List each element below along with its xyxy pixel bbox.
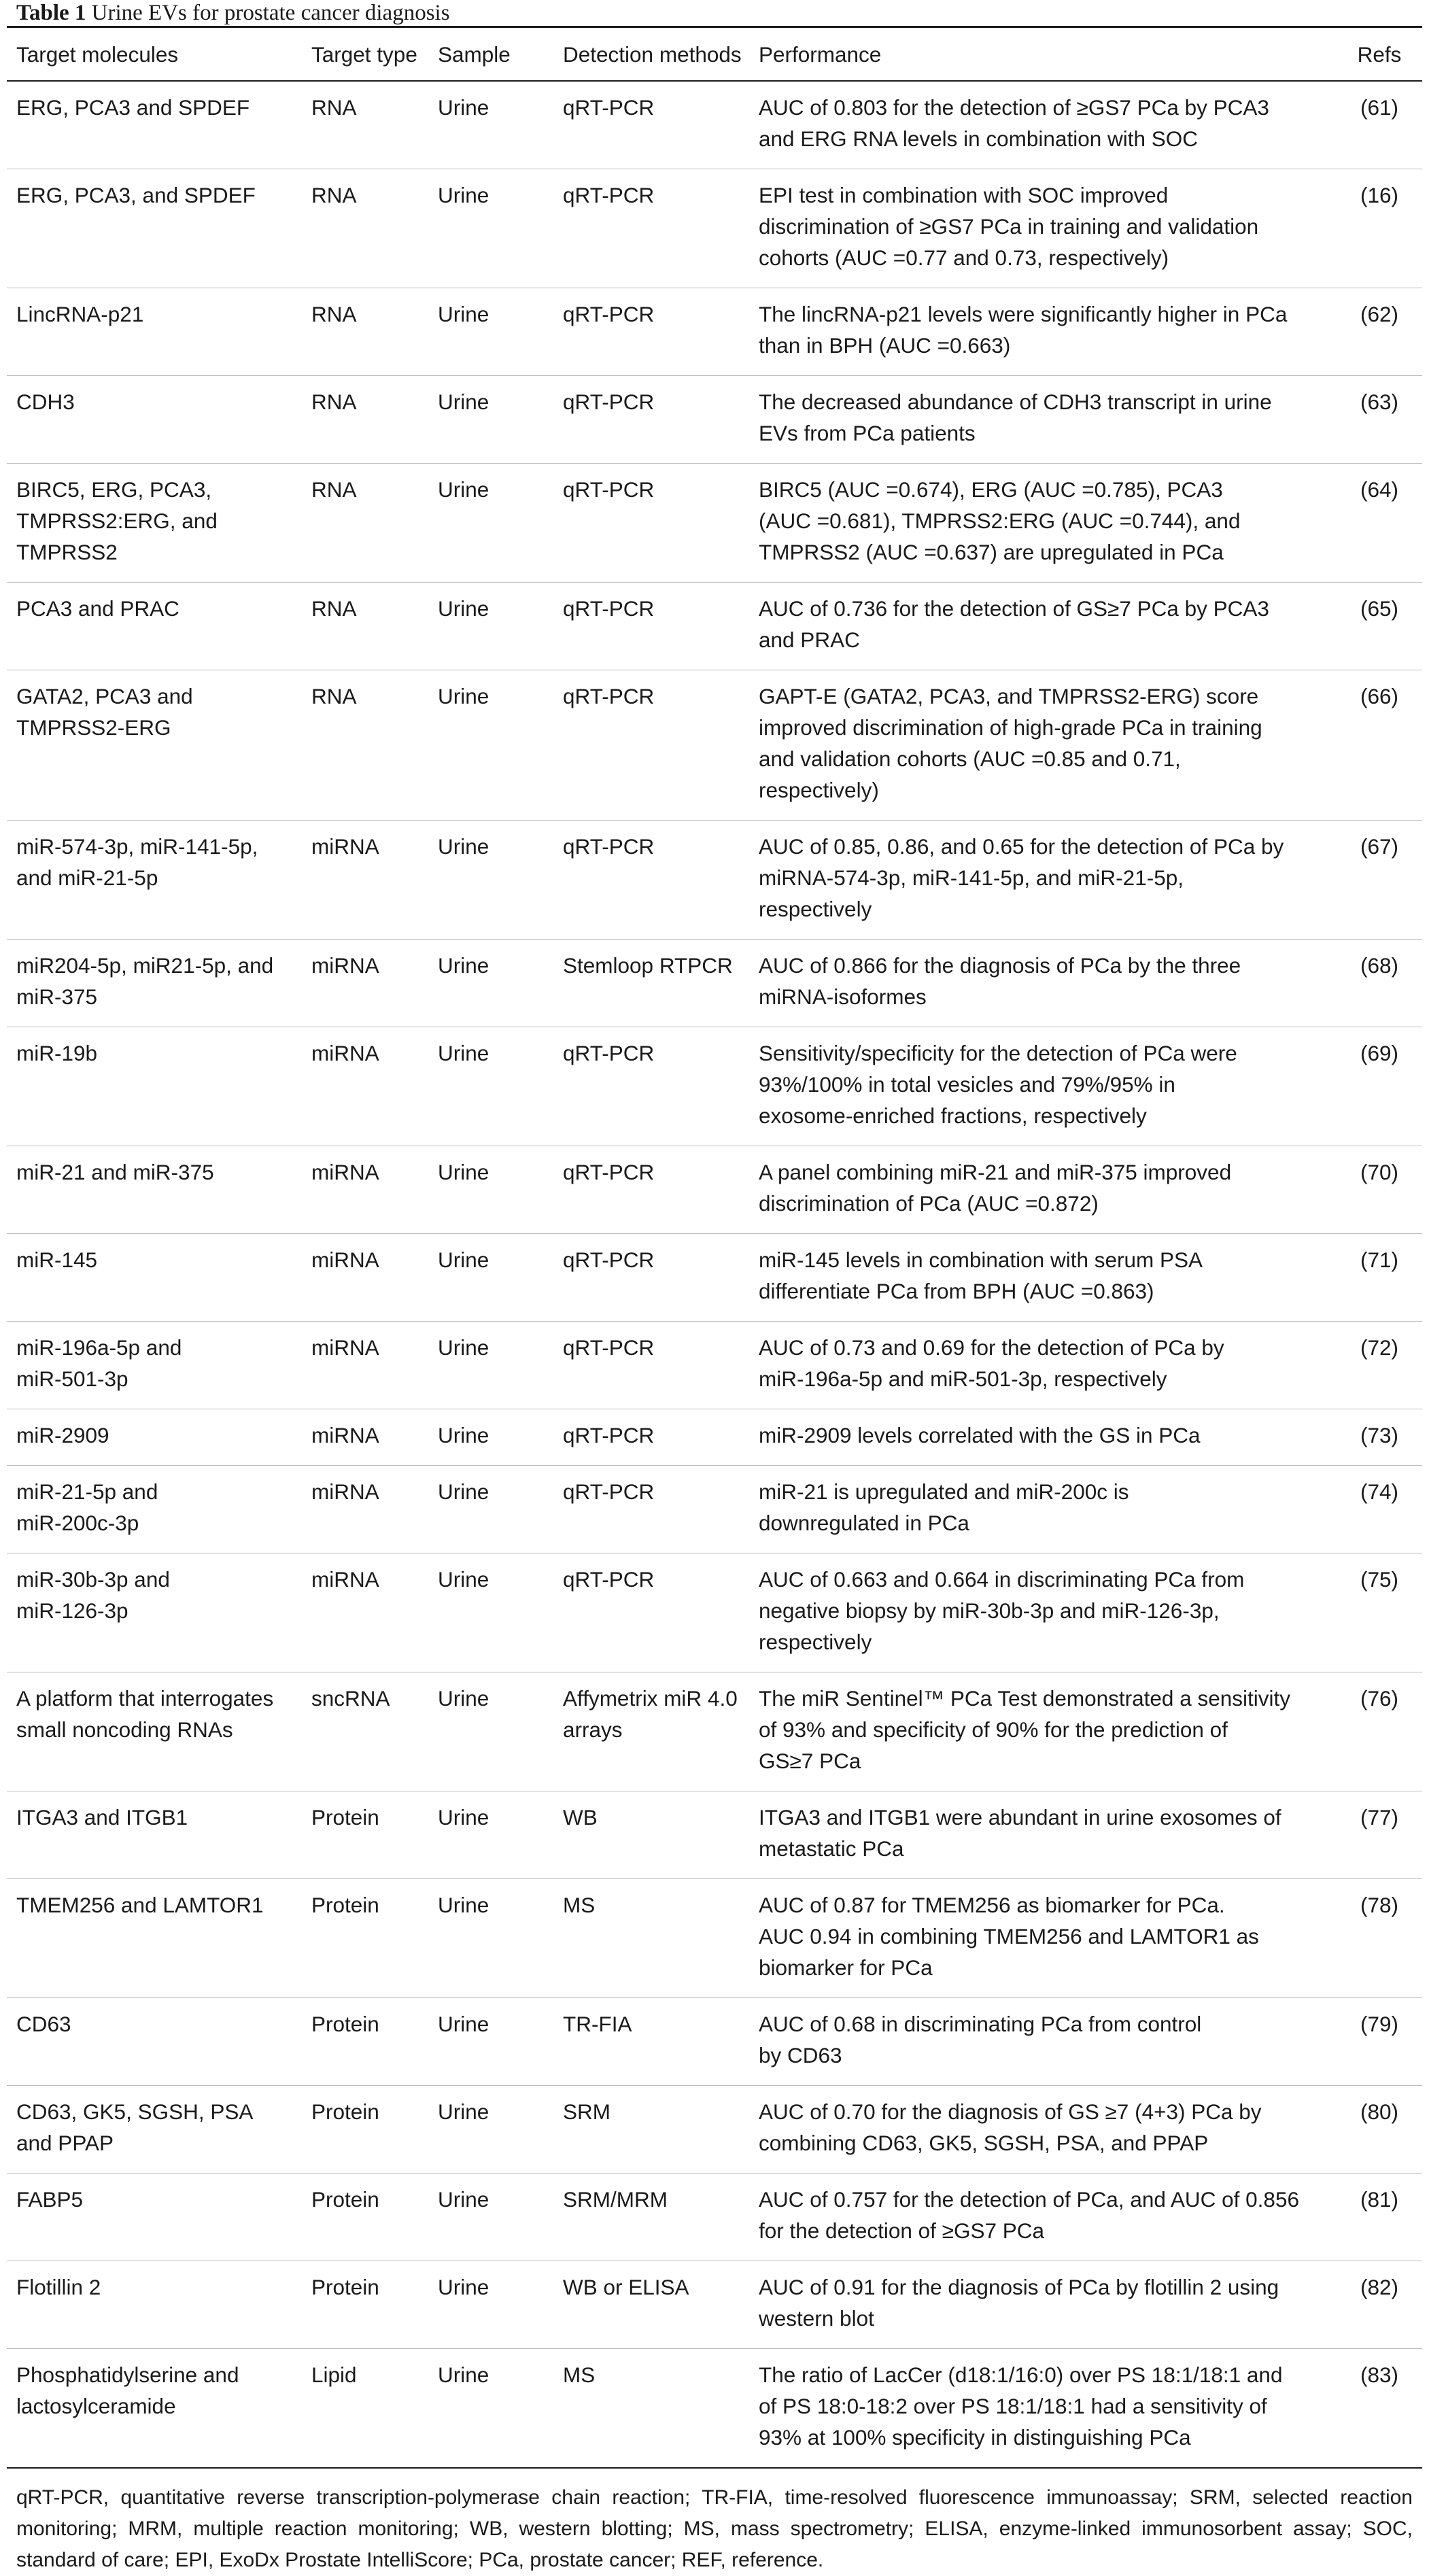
cell-detection-method: qRT-PCR	[553, 1146, 749, 1234]
cell-target-type: RNA	[302, 464, 428, 583]
cell-detection-method: qRT-PCR	[553, 1027, 749, 1146]
cell-detection-method: WB or ELISA	[553, 2261, 749, 2349]
cell-ref: (71)	[1337, 1234, 1422, 1322]
table-row	[7, 2349, 1422, 2468]
cell-performance: AUC of 0.91 for the diagnosis of PCa by flotillin 2 using western blot	[749, 2261, 1337, 2349]
cell-detection-method: qRT-PCR	[553, 288, 749, 376]
cell-target-molecules: ERG, PCA3 and SPDEF	[16, 95, 250, 120]
cell-detection-method: qRT-PCR	[553, 1322, 749, 1409]
table-row	[7, 1553, 1422, 1672]
cell-target-type: miRNA	[302, 1409, 428, 1466]
cell-performance: AUC of 0.70 for the diagnosis of GS ≥7 (4+3) PCa by combining CD63, GK5, SGSH, PSA, and PPAP	[749, 2086, 1337, 2174]
cell-target-type: miRNA	[302, 821, 428, 940]
table-row	[7, 1146, 1422, 1234]
cell-performance: The ratio of LacCer (d18:1/16:0) over PS 18:1/18:1 and of PS 18:0-18:2 over PS 18:1/18:1 had a sensitivity of 93% at 100% specificity in distinguishing PCa	[749, 2349, 1337, 2468]
header-target-type: Target type	[302, 28, 428, 81]
table-row	[7, 2086, 1422, 2174]
table-row	[7, 2174, 1422, 2261]
cell-target-type: Protein	[302, 1791, 428, 1879]
table-row	[7, 1998, 1422, 2086]
cell-target-type: Protein	[302, 2174, 428, 2261]
cell-sample: Urine	[438, 95, 489, 120]
cell-detection-method: qRT-PCR	[553, 1553, 749, 1672]
header-row	[7, 28, 1422, 81]
cell-target-molecules: miR-21-5p and miR-200c-3p	[7, 1466, 302, 1553]
cell-sample: Urine	[428, 1027, 553, 1146]
cell-ref: (80)	[1337, 2086, 1422, 2174]
cell-ref: (63)	[1337, 376, 1422, 464]
cell-target-type: miRNA	[302, 1027, 428, 1146]
cell-ref: (83)	[1337, 2349, 1422, 2468]
cell-performance: The lincRNA-p21 levels were significantly higher in PCa than in BPH (AUC =0.663)	[749, 288, 1337, 376]
cell-ref: (70)	[1337, 1146, 1422, 1234]
cell-performance: AUC of 0.736 for the detection of GS≥7 PCa by PCA3 and PRAC	[749, 583, 1337, 670]
cell-target-molecules: miR-574-3p, miR-141-5p, and miR-21-5p	[7, 821, 302, 940]
table-row	[7, 670, 1422, 821]
table-row	[7, 169, 1422, 288]
cell-detection-method: qRT-PCR	[553, 376, 749, 464]
cell-sample: Urine	[428, 464, 553, 583]
cell-ref: (78)	[1337, 1879, 1422, 1998]
cell-sample: Urine	[428, 288, 553, 376]
cell-target-molecules: ITGA3 and ITGB1	[7, 1791, 302, 1879]
cell-performance: The miR Sentinel™ PCa Test demonstrated a sensitivity of 93% and specificity of 90% for the prediction of GS≥7 PCa	[749, 1672, 1337, 1791]
cell-performance: AUC of 0.803 for the detection of ≥GS7 PCa by PCA3 and ERG RNA levels in combination with SOC	[759, 95, 1269, 151]
cell-detection-method: TR-FIA	[553, 1998, 749, 2086]
cell-performance: AUC of 0.866 for the diagnosis of PCa by the three miRNA-isoformes	[749, 940, 1337, 1027]
cell-sample: Urine	[428, 169, 553, 288]
cell-ref: (68)	[1337, 940, 1422, 1027]
cell-detection-method: qRT-PCR	[553, 670, 749, 821]
table-row	[7, 2261, 1422, 2349]
cell-performance: AUC of 0.757 for the detection of PCa, and AUC of 0.856 for the detection of ≥GS7 PCa	[749, 2174, 1337, 2261]
table-row	[7, 1322, 1422, 1409]
cell-sample: Urine	[428, 1672, 553, 1791]
cell-detection-method: MS	[553, 2349, 749, 2468]
cell-target-type: Protein	[302, 2086, 428, 2174]
cell-target-molecules: miR-19b	[7, 1027, 302, 1146]
cell-target-molecules: TMEM256 and LAMTOR1	[7, 1879, 302, 1998]
cell-target-type: miRNA	[302, 1466, 428, 1553]
cell-target-molecules: GATA2, PCA3 and TMPRSS2-ERG	[7, 670, 302, 821]
table-row	[7, 1466, 1422, 1553]
table-row	[7, 1791, 1422, 1879]
cell-target-molecules: PCA3 and PRAC	[7, 583, 302, 670]
cell-target-type: Protein	[302, 1879, 428, 1998]
cell-sample: Urine	[428, 1791, 553, 1879]
cell-performance: ITGA3 and ITGB1 were abundant in urine exosomes of metastatic PCa	[749, 1791, 1337, 1879]
cell-sample: Urine	[428, 2174, 553, 2261]
table-row	[7, 376, 1422, 464]
table-caption	[7, 0, 1422, 26]
cell-performance: Sensitivity/specificity for the detection of PCa were 93%/100% in total vesicles and 79%/95% in exosome-enriched fractions, respectively	[749, 1027, 1337, 1146]
cell-detection-method: SRM/MRM	[553, 2174, 749, 2261]
cell-ref: (61)	[1360, 95, 1399, 120]
cell-detection-method: WB	[553, 1791, 749, 1879]
cell-target-molecules: BIRC5, ERG, PCA3, TMPRSS2:ERG, and TMPRSS2	[7, 464, 302, 583]
cell-detection-method: Affymetrix miR 4.0 arrays	[553, 1672, 749, 1791]
cell-target-type: RNA	[302, 583, 428, 670]
cell-target-molecules: miR-30b-3p and miR-126-3p	[7, 1553, 302, 1672]
cell-performance: AUC of 0.85, 0.86, and 0.65 for the detection of PCa by miRNA-574-3p, miR-141-5p, and miR-21-5p, respectively	[749, 821, 1337, 940]
data-table	[7, 28, 1422, 2467]
cell-performance: miR-21 is upregulated and miR-200c is downregulated in PCa	[749, 1466, 1337, 1553]
cell-performance: BIRC5 (AUC =0.674), ERG (AUC =0.785), PCA3 (AUC =0.681), TMPRSS2:ERG (AUC =0.744), and TMPRSS2 (AUC =0.637) are upregulated in PCa	[749, 464, 1337, 583]
cell-target-type: miRNA	[302, 940, 428, 1027]
caption-label: Table 1	[16, 1, 86, 25]
cell-sample: Urine	[428, 1409, 553, 1466]
cell-target-molecules: miR-21 and miR-375	[7, 1146, 302, 1234]
cell-sample: Urine	[428, 376, 553, 464]
cell-target-molecules: miR-2909	[7, 1409, 302, 1466]
cell-detection-method: qRT-PCR	[553, 821, 749, 940]
cell-ref: (16)	[1337, 169, 1422, 288]
cell-ref: (82)	[1337, 2261, 1422, 2349]
table-row	[7, 464, 1422, 583]
cell-sample: Urine	[428, 1146, 553, 1234]
cell-target-type: RNA	[311, 95, 357, 120]
cell-ref: (65)	[1337, 583, 1422, 670]
cell-sample: Urine	[428, 1466, 553, 1553]
cell-detection-method: qRT-PCR	[553, 1409, 749, 1466]
cell-target-molecules: miR-145	[7, 1234, 302, 1322]
cell-performance: miR-145 levels in combination with serum PSA differentiate PCa from BPH (AUC =0.863)	[749, 1234, 1337, 1322]
cell-target-molecules: CD63	[7, 1998, 302, 2086]
cell-sample: Urine	[428, 1234, 553, 1322]
cell-target-type: RNA	[302, 169, 428, 288]
cell-detection-method: qRT-PCR	[553, 583, 749, 670]
table-footnote: qRT-PCR, quantitative reverse transcription-polymerase chain reaction; TR-FIA, time-resolved fluorescence immunoassay; SRM, selected reaction monitoring; MRM, multiple reaction monitoring; WB, western blotting; MS, mass spectrometry; ELISA, enzyme-linked immunosorbent assay; SOC, standard of care; EPI, ExoDx Prostate IntelliScore; PCa, prostate cancer; REF, reference.	[7, 2467, 1422, 2576]
cell-ref: (64)	[1337, 464, 1422, 583]
cell-target-molecules: Phosphatidylserine and lactosylceramide	[7, 2349, 302, 2468]
cell-ref: (73)	[1337, 1409, 1422, 1466]
header-sample: Sample	[428, 28, 553, 81]
cell-sample: Urine	[428, 1879, 553, 1998]
cell-sample: Urine	[428, 821, 553, 940]
cell-ref: (66)	[1337, 670, 1422, 821]
header-performance: Performance	[749, 28, 1337, 81]
cell-ref: (69)	[1337, 1027, 1422, 1146]
cell-performance: AUC of 0.73 and 0.69 for the detection of PCa by miR-196a-5p and miR-501-3p, respectively	[749, 1322, 1337, 1409]
cell-performance: AUC of 0.68 in discriminating PCa from control by CD63	[749, 1998, 1337, 2086]
header-detection-methods: Detection methods	[553, 28, 749, 81]
cell-ref: (79)	[1337, 1998, 1422, 2086]
table-row	[7, 1234, 1422, 1322]
cell-ref: (62)	[1337, 288, 1422, 376]
cell-target-type: RNA	[302, 288, 428, 376]
cell-detection-method: Stemloop RTPCR	[553, 940, 749, 1027]
cell-sample: Urine	[428, 2086, 553, 2174]
cell-ref: (67)	[1337, 821, 1422, 940]
cell-target-type: miRNA	[302, 1553, 428, 1672]
table-row	[7, 821, 1422, 940]
cell-target-molecules: Flotillin 2	[7, 2261, 302, 2349]
cell-sample: Urine	[428, 1553, 553, 1672]
cell-ref: (77)	[1337, 1791, 1422, 1879]
cell-ref: (76)	[1337, 1672, 1422, 1791]
table-row	[7, 1409, 1422, 1466]
cell-target-molecules: miR204-5p, miR21-5p, and miR-375	[7, 940, 302, 1027]
cell-detection-method: SRM	[553, 2086, 749, 2174]
cell-target-molecules: CDH3	[7, 376, 302, 464]
table-row	[7, 940, 1422, 1027]
cell-detection-method: qRT-PCR	[553, 1234, 749, 1322]
table-row	[7, 288, 1422, 376]
cell-target-molecules: FABP5	[7, 2174, 302, 2261]
cell-detection-method: qRT-PCR	[553, 1466, 749, 1553]
cell-detection-method: qRT-PCR	[563, 95, 655, 120]
cell-target-type: Lipid	[302, 2349, 428, 2468]
cell-ref: (81)	[1337, 2174, 1422, 2261]
cell-ref: (75)	[1337, 1553, 1422, 1672]
cell-target-molecules: LincRNA-p21	[7, 288, 302, 376]
cell-target-type: miRNA	[302, 1146, 428, 1234]
cell-target-molecules: A platform that interrogates small noncoding RNAs	[7, 1672, 302, 1791]
table-row	[7, 81, 1422, 169]
cell-performance: The decreased abundance of CDH3 transcript in urine EVs from PCa patients	[749, 376, 1337, 464]
table-body	[7, 81, 1422, 2467]
cell-sample: Urine	[428, 2349, 553, 2468]
cell-sample: Urine	[428, 670, 553, 821]
cell-sample: Urine	[428, 1322, 553, 1409]
cell-target-type: Protein	[302, 1998, 428, 2086]
cell-target-molecules: CD63, GK5, SGSH, PSA and PPAP	[7, 2086, 302, 2174]
cell-performance: AUC of 0.87 for TMEM256 as biomarker for PCa. AUC 0.94 in combining TMEM256 and LAMTOR1 as biomarker for PCa	[749, 1879, 1337, 1998]
cell-target-molecules: miR-196a-5p and miR-501-3p	[7, 1322, 302, 1409]
cell-performance: EPI test in combination with SOC improved discrimination of ≥GS7 PCa in training and validation cohorts (AUC =0.77 and 0.73, respectively)	[749, 169, 1337, 288]
cell-sample: Urine	[428, 2261, 553, 2349]
cell-detection-method: MS	[553, 1879, 749, 1998]
cell-performance: GAPT-E (GATA2, PCA3, and TMPRSS2-ERG) score improved discrimination of high-grade PCa in training and validation cohorts (AUC =0.85 and 0.71, respectively)	[749, 670, 1337, 821]
cell-performance: miR-2909 levels correlated with the GS in PCa	[749, 1409, 1337, 1466]
table-row	[7, 1672, 1422, 1791]
cell-target-type: sncRNA	[302, 1672, 428, 1791]
caption-title: Urine EVs for prostate cancer diagnosis	[91, 1, 450, 25]
cell-ref: (72)	[1337, 1322, 1422, 1409]
cell-target-type: Protein	[302, 2261, 428, 2349]
cell-target-type: RNA	[302, 376, 428, 464]
cell-target-type: RNA	[302, 670, 428, 821]
cell-sample: Urine	[428, 940, 553, 1027]
cell-ref: (74)	[1337, 1466, 1422, 1553]
table-row	[7, 583, 1422, 670]
cell-sample: Urine	[428, 1998, 553, 2086]
cell-target-molecules: ERG, PCA3, and SPDEF	[7, 169, 302, 288]
table-row	[7, 1027, 1422, 1146]
cell-sample: Urine	[428, 583, 553, 670]
cell-performance: A panel combining miR-21 and miR-375 improved discrimination of PCa (AUC =0.872)	[749, 1146, 1337, 1234]
header-target-molecules: Target molecules	[7, 28, 302, 81]
header-refs: Refs	[1337, 28, 1422, 81]
cell-target-type: miRNA	[302, 1322, 428, 1409]
table-row	[7, 1879, 1422, 1998]
cell-target-type: miRNA	[302, 1234, 428, 1322]
cell-detection-method: qRT-PCR	[553, 464, 749, 583]
cell-performance: AUC of 0.663 and 0.664 in discriminating PCa from negative biopsy by miR-30b-3p and miR-126-3p, respectively	[749, 1553, 1337, 1672]
cell-detection-method: qRT-PCR	[553, 169, 749, 288]
